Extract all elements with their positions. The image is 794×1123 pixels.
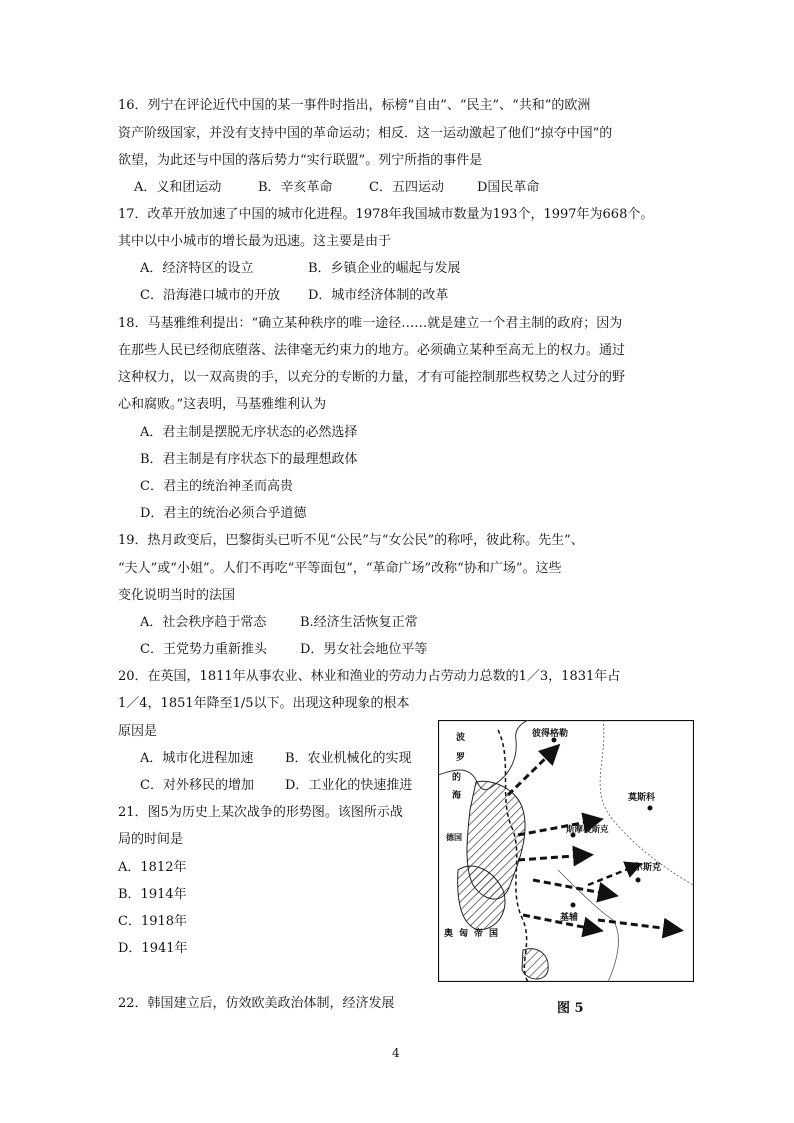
- q18-line-3: 这种权力，以一双高贵的手，以充分的专断的力量，才有可能控制那些权势之人过分的野: [118, 370, 626, 385]
- q21-option-a: A．1812年: [118, 860, 187, 875]
- figure-caption: 图 5: [557, 1001, 584, 1016]
- q21-option-d: D．1941年: [118, 941, 188, 956]
- q19-line-3: 变化说明当时的法国: [118, 588, 236, 603]
- q18-line-1: 18．马基雅维利提出：“确立某种秩序的唯一途径……就是建立一个君主制的政府；因为: [118, 316, 623, 331]
- q17-line-2: 其中以中小城市的增长最为迅速。这主要是由于: [118, 234, 392, 249]
- q20-option-c: C．对外移民的增加: [140, 778, 254, 793]
- q20-line-3: 原因是: [118, 724, 158, 739]
- q21-line-1: 21．图5为历史上某次战争的形势图。该图所示战: [118, 805, 403, 820]
- q19-line-2: “夫人”或“小姐”。人们不再吃“平等面包”，“革命广场”改称“协和广场”。这些: [118, 561, 562, 576]
- q18-line-4: 心和腐败。”这表明，马基雅维利认为: [118, 397, 327, 412]
- page-number: 4: [392, 1046, 400, 1060]
- q18-line-2: 在那些人民已经彻底堕落、法律毫无约束力的地方。必须确立某种至高无上的权力。通过: [118, 343, 626, 358]
- label-smolensk: 斯摩棱斯克: [566, 825, 609, 835]
- city-dot-moscow: [648, 806, 653, 811]
- label-sea-4: 海: [452, 791, 462, 801]
- q19-line-1: 19．热月政变后，巴黎街头已听不见“公民”与“女公民”的称呼，彼此称。先生”、: [118, 533, 584, 548]
- q19-option-b: B.经济生活恢复正常: [300, 615, 418, 630]
- q19-option-a: A．社会秩序趋于常态: [140, 615, 267, 630]
- q19-option-c: C．王党势力重新推头: [140, 642, 267, 657]
- city-dot-kursk: [636, 878, 641, 883]
- label-germany: 德国: [446, 832, 462, 842]
- label-kursk: 库尔斯克: [625, 863, 662, 873]
- q17-option-c: C．沿海港口城市的开放: [140, 288, 280, 303]
- q18-option-b: B．君主制是有序状态下的最理想政体: [140, 452, 358, 467]
- q19-option-d: D．男女社会地位平等: [300, 642, 428, 657]
- q16-line-2: 资产阶级国家，并没有支持中国的革命运动；相反．这一运动激起了他们“掠夺中国”的: [118, 126, 613, 141]
- label-sea-2: 罗: [456, 753, 466, 763]
- q21-line-2: 局的时间是: [118, 832, 184, 847]
- q21-option-b: B．1914年: [118, 887, 187, 902]
- war-situation-map: [438, 720, 694, 982]
- label-moscow: 莫斯科: [628, 793, 656, 803]
- q16-line-3: 欲望，为此还与中国的落后势力“实行联盟”。列宁所指的事件是: [118, 153, 483, 168]
- q20-option-b: B．农业机械化的实现: [285, 751, 412, 766]
- q18-option-c: C．君主的统治神圣而高贵: [140, 479, 293, 494]
- label-kiev: 基辅: [560, 913, 579, 923]
- q20-line-2: 1／4，1851年降至1/5以下。出现这种现象的根本: [118, 696, 410, 711]
- q16-option-b: B．辛亥革命: [258, 180, 333, 195]
- q16-option-d: D国民革命: [477, 180, 540, 195]
- q17-option-a: A．经济特区的设立: [140, 261, 254, 276]
- q20-line-1: 20．在英国，1811年从事农业、林业和渔业的劳动力占劳动力总数的1／3，1831年占: [118, 669, 621, 684]
- q17-line-1: 17．改革开放加速了中国的城市化进程。1978年我国城市数量为193个，1997年为668个。: [118, 207, 654, 222]
- q20-option-a: A．城市化进程加速: [140, 751, 254, 766]
- q17-option-d: D．城市经济体制的改革: [308, 288, 449, 303]
- q18-option-d: D．君主的统治必须合乎道德: [140, 506, 307, 521]
- label-austria: 奥匈帝国: [444, 929, 505, 939]
- label-sea-1: 波: [456, 733, 466, 743]
- q17-option-b: B．乡镇企业的崛起与发展: [308, 261, 461, 276]
- city-dot-kiev: [571, 903, 576, 908]
- q16-option-c: C．五四运动: [369, 180, 444, 195]
- label-petersburg: 彼得格勒: [532, 729, 569, 739]
- q22-line-1: 22．韩国建立后，仿效欧美政治体制，经济发展: [118, 996, 395, 1011]
- q16-line-1: 16．列宁在评论近代中国的某一事件时指出，标榜“自由”、“民主”、“共和”的欧洲: [118, 98, 591, 113]
- q18-option-a: A．君主制是摆脱无序状态的必然选择: [140, 425, 358, 440]
- q21-option-c: C．1918年: [118, 914, 188, 929]
- q16-option-a: A．义和团运动: [134, 180, 222, 195]
- label-sea-3: 的: [452, 773, 462, 783]
- q20-option-d: D．工业化的快速推进: [285, 778, 413, 793]
